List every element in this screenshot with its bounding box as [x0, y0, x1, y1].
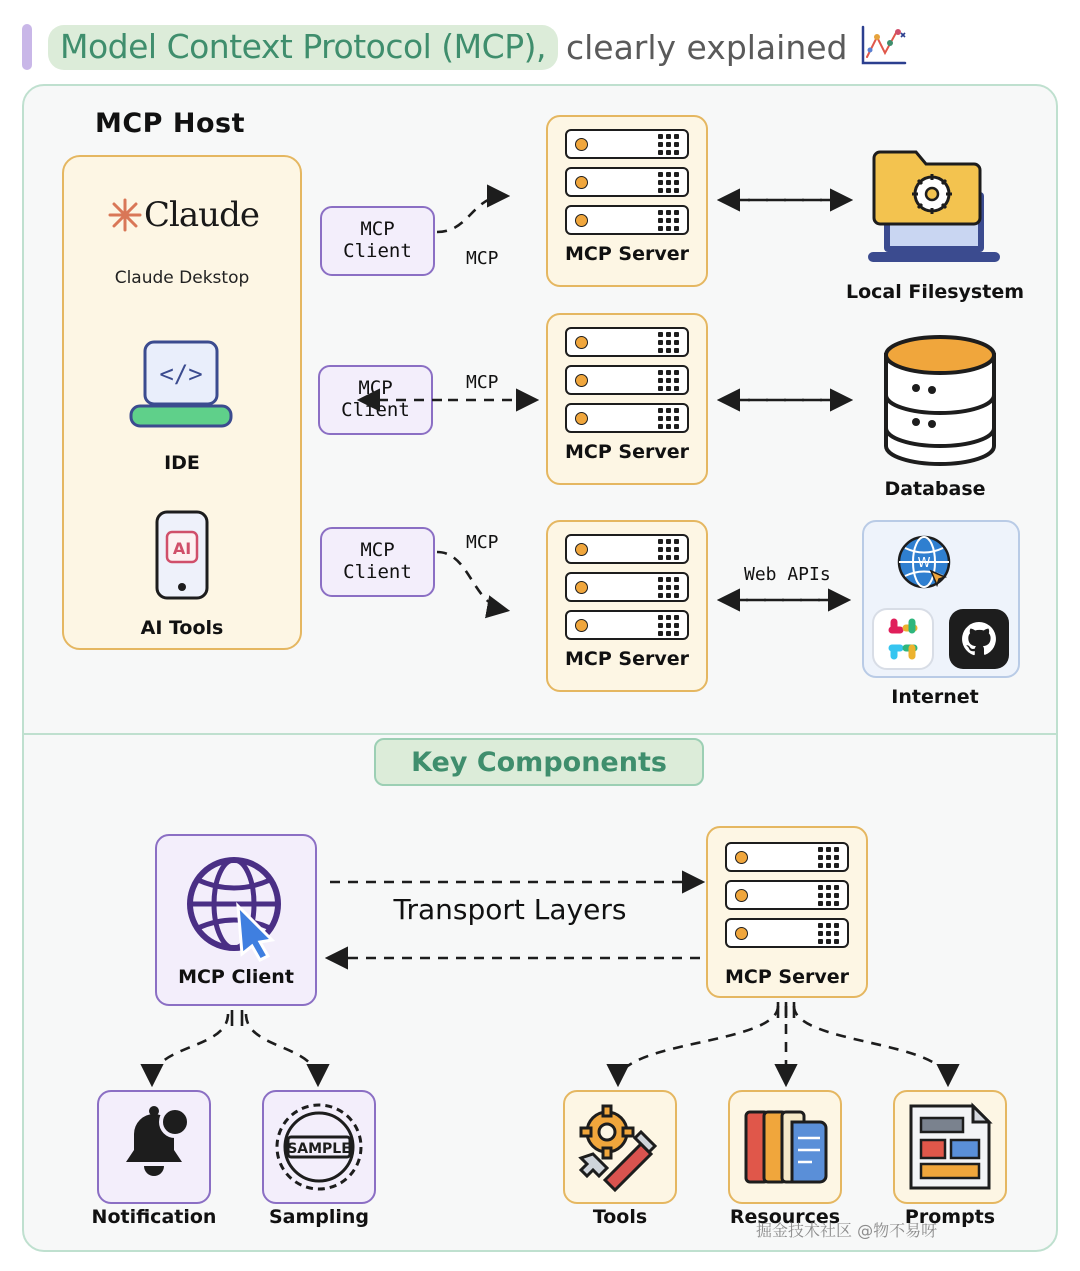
- claude-asterisk-icon: [106, 196, 144, 234]
- local-filesystem-label: Local Filesystem: [845, 281, 1025, 303]
- svg-text:SAMPLE: SAMPLE: [287, 1141, 351, 1157]
- svg-text:</>: </>: [159, 360, 203, 388]
- server-rack-unit: [725, 880, 849, 910]
- server-rack-unit: [725, 918, 849, 948]
- tile-notification[interactable]: [97, 1090, 211, 1204]
- transport-layers-label: Transport Layers: [393, 893, 627, 926]
- page-title: [0, 14, 1080, 80]
- chart-doodle-icon: [857, 23, 909, 71]
- ide-label: IDE: [164, 452, 200, 474]
- database-label: Database: [884, 478, 986, 500]
- arrow-label-mcp-2: MCP: [466, 372, 499, 393]
- svg-text:AI: AI: [172, 539, 192, 558]
- server-rack-unit: [565, 205, 689, 235]
- watermark: 掘金技术社区 @物不易呀: [756, 1221, 938, 1240]
- mcp-client-2-line2: Client: [341, 399, 410, 421]
- ai-tools-label: AI Tools: [140, 617, 224, 639]
- arrow-label-web-apis: Web APIs: [744, 564, 831, 585]
- kc-mcp-server-label: MCP Server: [725, 966, 849, 988]
- mcp-client-2-line1: MCP: [358, 377, 393, 400]
- key-components-heading: Key Components: [374, 738, 704, 786]
- mcp-client-2[interactable]: [318, 365, 433, 435]
- globe-icon: [895, 533, 953, 591]
- tile-resources[interactable]: [728, 1090, 842, 1204]
- mcp-server-1[interactable]: [546, 115, 708, 287]
- mcp-server-3[interactable]: [546, 520, 708, 692]
- title-accent-bar: [22, 24, 32, 70]
- server-rack-unit: [565, 403, 689, 433]
- kc-mcp-client-label: MCP Client: [178, 966, 294, 988]
- mcp-client-1-line1: MCP: [360, 218, 395, 241]
- internet-label: Internet: [891, 686, 979, 708]
- server-rack-unit: [565, 610, 689, 640]
- server-rack-unit: [565, 534, 689, 564]
- mcp-client-3-line1: MCP: [360, 539, 395, 562]
- section-divider: [22, 733, 1058, 735]
- claude-desktop-label: Claude Dekstop: [114, 268, 250, 288]
- tile-resources-label: Resources: [729, 1206, 841, 1228]
- tile-notification-label: Notification: [91, 1206, 217, 1228]
- mcp-client-1[interactable]: [320, 206, 435, 276]
- server-rack-unit: [565, 129, 689, 159]
- tile-sampling-label: Sampling: [268, 1206, 370, 1228]
- mcp-server-2[interactable]: [546, 313, 708, 485]
- mcp-client-3[interactable]: [320, 527, 435, 597]
- tile-tools[interactable]: [563, 1090, 677, 1204]
- server-rack-unit: [565, 167, 689, 197]
- tile-prompts-label: Prompts: [904, 1206, 996, 1228]
- arrow-label-mcp-3: MCP: [466, 532, 499, 553]
- server-rack-unit: [725, 842, 849, 872]
- github-icon: [948, 608, 1010, 670]
- server-rack-unit: [565, 327, 689, 357]
- globe-cursor-icon: [176, 848, 296, 966]
- server-rack-unit: [565, 365, 689, 395]
- claude-logo: [80, 190, 285, 240]
- mcp-client-1-line2: Client: [343, 240, 412, 262]
- tile-tools-label: Tools: [592, 1206, 648, 1228]
- tile-sampling[interactable]: [262, 1090, 376, 1204]
- slack-icon: [872, 608, 934, 670]
- claude-wordmark: Claude: [144, 195, 259, 235]
- mcp-server-2-label: MCP Server: [565, 441, 689, 463]
- title-rest: clearly explained: [565, 27, 848, 67]
- server-rack-unit: [565, 572, 689, 602]
- database-icon: [880, 333, 1000, 468]
- tile-prompts[interactable]: [893, 1090, 1007, 1204]
- local-filesystem-icon: [862, 140, 1007, 270]
- mcp-server-1-label: MCP Server: [565, 243, 689, 265]
- mcp-client-3-line2: Client: [343, 561, 412, 583]
- svg-text:W: W: [917, 556, 931, 571]
- title-highlight: Model Context Protocol (MCP),: [48, 25, 558, 70]
- arrow-label-mcp-1: MCP: [466, 248, 499, 269]
- mcp-server-3-label: MCP Server: [565, 648, 689, 670]
- ai-tools-icon: [155, 510, 209, 600]
- mcp-host-title: MCP Host: [95, 108, 245, 139]
- ide-icon: [127, 340, 235, 435]
